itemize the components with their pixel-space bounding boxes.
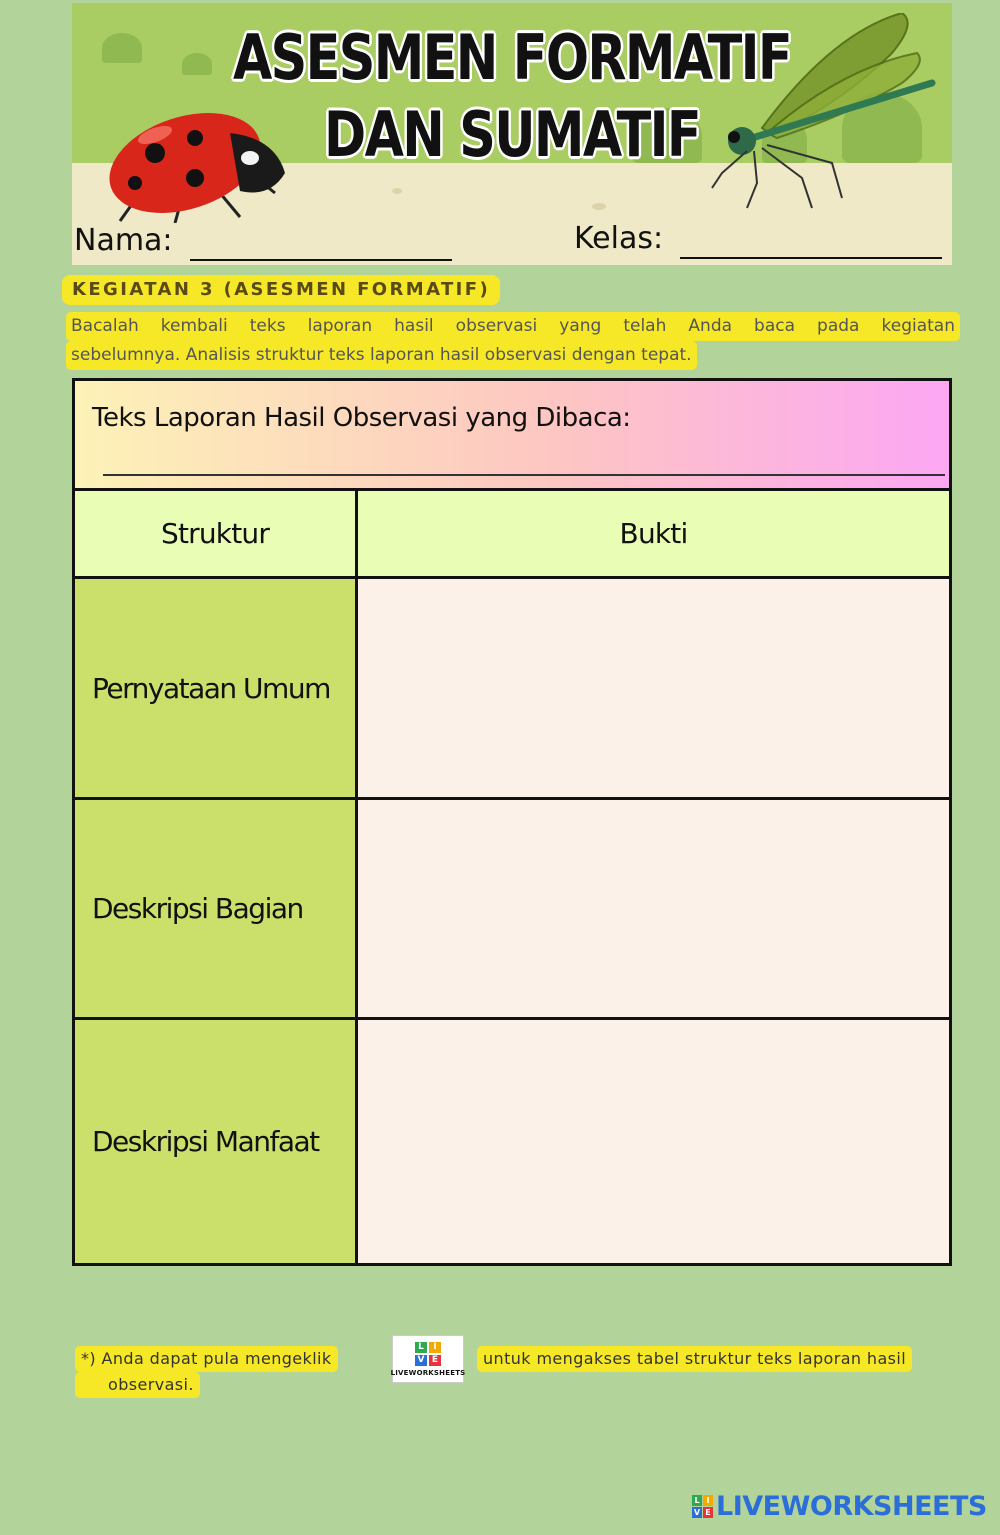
struktur-label: Deskripsi Manfaat	[92, 1125, 319, 1158]
column-header-struktur-label: Struktur	[160, 517, 270, 550]
name-input-line[interactable]	[190, 259, 452, 261]
note-text-part3: observasi.	[75, 1372, 200, 1398]
liveworksheets-link-button[interactable]	[392, 1335, 464, 1383]
instruction-line-2: sebelumnya. Analisis struktur teks laporan hasil observasi dengan tepat.	[66, 341, 697, 370]
liveworksheets-brand-text: LIVEWORKSHEETS	[716, 1491, 987, 1522]
bukti-input-deskripsi-bagian[interactable]	[358, 800, 949, 1017]
structure-table	[72, 378, 952, 1266]
table-title-label: Teks Laporan Hasil Observasi yang Dibaca:	[92, 403, 631, 433]
path-decoration	[392, 188, 402, 194]
instruction-line-1: Bacalah kembali teks laporan hasil observasi yang telah Anda baca pada kegiatan	[66, 312, 960, 341]
text-title-input-line[interactable]	[103, 474, 945, 476]
header-banner	[72, 3, 952, 265]
table-row-bukti-cell	[358, 800, 949, 1020]
column-header-bukti-label: Bukti	[619, 517, 688, 550]
liveworksheets-brand-icon: L I V E	[692, 1495, 713, 1518]
class-input-line[interactable]	[680, 257, 942, 259]
section-tag: KEGIATAN 3 (ASESMEN FORMATIF)	[62, 275, 500, 305]
struktur-label: Pernyataan Umum	[92, 671, 330, 705]
page-title-line1: ASESMEN FORMATIF	[232, 21, 792, 94]
bush-decoration	[102, 33, 142, 63]
table-row-bukti-cell	[358, 1020, 949, 1263]
table-row-bukti-cell	[358, 579, 949, 800]
table-row-struktur-cell	[75, 579, 358, 800]
dragonfly-icon	[692, 13, 952, 223]
ladybug-icon	[100, 113, 300, 223]
note-text-part2: untuk mengakses tabel struktur teks laporan hasil	[477, 1346, 912, 1372]
column-header-struktur	[75, 491, 358, 579]
table-row-struktur-cell	[75, 1020, 358, 1263]
class-label: Kelas:	[574, 221, 664, 256]
note-text-part1: *) Anda dapat pula mengeklik	[75, 1346, 338, 1372]
liveworksheets-logo-icon: L I V E	[415, 1342, 441, 1366]
liveworksheets-brand[interactable]	[692, 1491, 987, 1522]
column-header-bukti	[358, 491, 949, 579]
struktur-label: Deskripsi Bagian	[92, 892, 303, 925]
bukti-input-deskripsi-manfaat[interactable]	[358, 1020, 949, 1263]
table-row-struktur-cell	[75, 800, 358, 1020]
table-title-row	[75, 381, 949, 491]
page-title-line2: DAN SUMATIF	[324, 98, 700, 171]
liveworksheets-button-label: LIVEWORKSHEETS	[390, 1368, 466, 1377]
path-decoration	[592, 203, 606, 210]
name-label: Nama:	[74, 223, 173, 258]
bukti-input-pernyataan-umum[interactable]	[358, 579, 949, 797]
